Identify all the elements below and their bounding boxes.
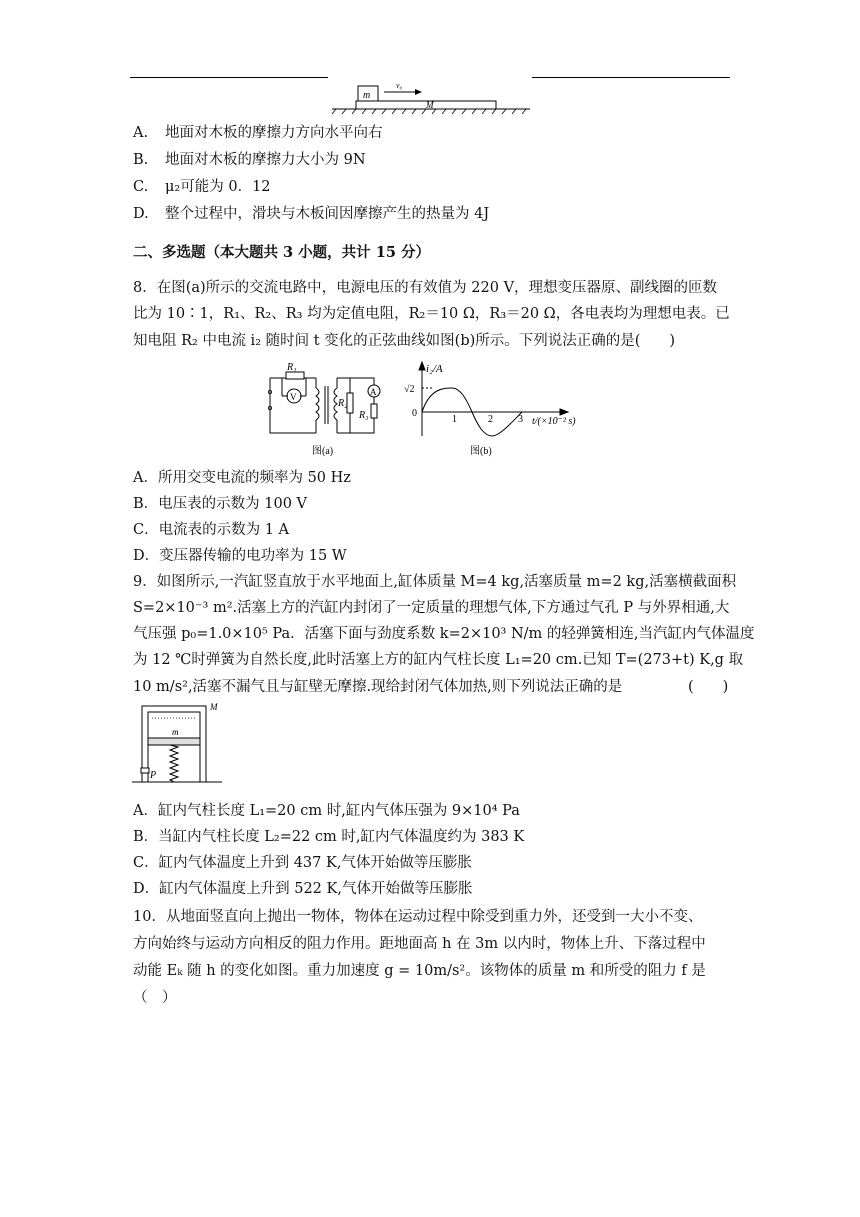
top-rule-left [130,77,328,78]
q8-stem-line-3: 知电阻 R₂ 中电流 i₂ 随时间 t 变化的正弦曲线如图(b)所示。下列说法正确的是( ) [133,333,676,349]
q8-graph-origin: 0 [412,408,417,419]
q9-stem-line-1: 9．如图所示,一汽缸竖直放于水平地面上,缸体质量 M=4 kg,活塞质量 m=2 kg,活塞横截面积 [133,574,737,590]
q9-cylinder-label: M [210,702,218,712]
top-rule-right [532,77,730,78]
q9-stem-line-4: 为 12 ℃时弹簧为自然长度,此时活塞上方的缸内气柱长度 L₁=20 cm.已知 T=(273+t) K,g 取 [133,652,744,668]
q7-figure [330,78,535,116]
q9-cylinder-figure [130,700,225,790]
q9-hole-label: P [150,770,157,781]
q9-stem-line-2: S=2×10⁻³ m².活塞上方的汽缸内封闭了一定质量的理想气体,下方通过气孔 P 与外界相通,大 [133,600,730,616]
q7-block-label: m [363,90,371,101]
q8-graph-ytick: √2 [404,384,415,395]
q10-stem-line-1: 10．从地面竖直向上抛出一物体，物体在运动过程中除受到重力外，还受到一大小不变、 [133,909,703,925]
r1-label: R₁ [287,362,297,373]
q9-option-a: A．缸内气柱长度 L₁=20 cm 时,缸内气体压强为 9×10⁴ Pa [133,803,520,819]
q8-option-b: B．电压表的示数为 100 V [133,496,308,512]
q7-velocity-label: v₀ [396,81,403,90]
q7-option-b: B. 地面对木板的摩擦力大小为 9N [133,152,366,168]
r3-label: R₃ [359,410,369,421]
q7-option-c: C. μ₂可能为 0．12 [133,179,271,195]
q8-graph-xtick-2: 2 [488,414,493,425]
q8-option-a: A．所用交变电流的频率为 50 Hz [133,470,351,486]
q8-circuit-figure [262,358,392,458]
q9-option-d: D．缸内气体温度上升到 522 K,气体开始做等压膨胀 [133,881,473,897]
q8-option-c: C．电流表的示数为 1 A [133,522,290,538]
q9-answer-bracket: ( ) [688,679,729,695]
q8-sine-figure [400,358,610,458]
section-title: 二、多选题（本大题共 3 小题，共计 15 分） [133,244,430,261]
q8-graph-xtick-1: 1 [452,414,457,425]
q7-option-d: D. 整个过程中，滑块与木板间因摩擦产生的热量为 4J [133,206,490,222]
q10-stem-line-3: 动能 Eₖ 随 h 的变化如图。重力加速度 g = 10m/s²。该物体的质量 m 和所受的阻力 f 是 [133,963,706,979]
q9-piston-label: m [172,727,179,737]
q7-board-label: M [426,100,434,110]
q10-stem-line-2: 方向始终与运动方向相反的阻力作用。距地面高 h 在 3m 以内时，物体上升、下落过程中 [133,936,706,952]
q8-graph-xtick-3: 3 [518,414,523,425]
ammeter-label: A [370,387,377,397]
q9-option-c: C．缸内气体温度上升到 437 K,气体开始做等压膨胀 [133,855,472,871]
q10-stem-line-4: （ ） [133,990,177,1006]
q8-graph-ylabel: i₂/A [426,363,443,375]
q8-graph-xlabel: t/(×10⁻² s) [532,416,576,427]
fig-a-caption: 图(a) [312,446,334,457]
q8-stem-line-2: 比为 10∶1，R₁、R₂、R₃ 均为定值电阻，R₂＝10 Ω，R₃＝20 Ω，各电表均为理想电表。已 [133,306,730,322]
q9-stem-line-3: 气压强 p₀=1.0×10⁵ Pa．活塞下面与劲度系数 k=2×10³ N/m 的轻弹簧相连,当汽缸内气体温度 [133,626,755,642]
q7-option-a: A. 地面对木板的摩擦力方向水平向右 [133,125,383,141]
q8-option-d: D．变压器传输的电功率为 15 W [133,548,347,564]
q9-stem-line-5: 10 m/s²,活塞不漏气且与缸壁无摩擦.现给封闭气体加热,则下列说法正确的是 [133,679,623,695]
q9-option-b: B．当缸内气柱长度 L₂=22 cm 时,缸内气体温度约为 383 K [133,829,525,845]
voltmeter-label: V [290,392,297,402]
r2-label: R₂ [338,398,348,409]
q8-stem-line-1: 8．在图(a)所示的交流电路中，电源电压的有效值为 220 V，理想变压器原、副线圈的匝数 [133,280,718,296]
fig-b-caption: 图(b) [470,446,492,457]
